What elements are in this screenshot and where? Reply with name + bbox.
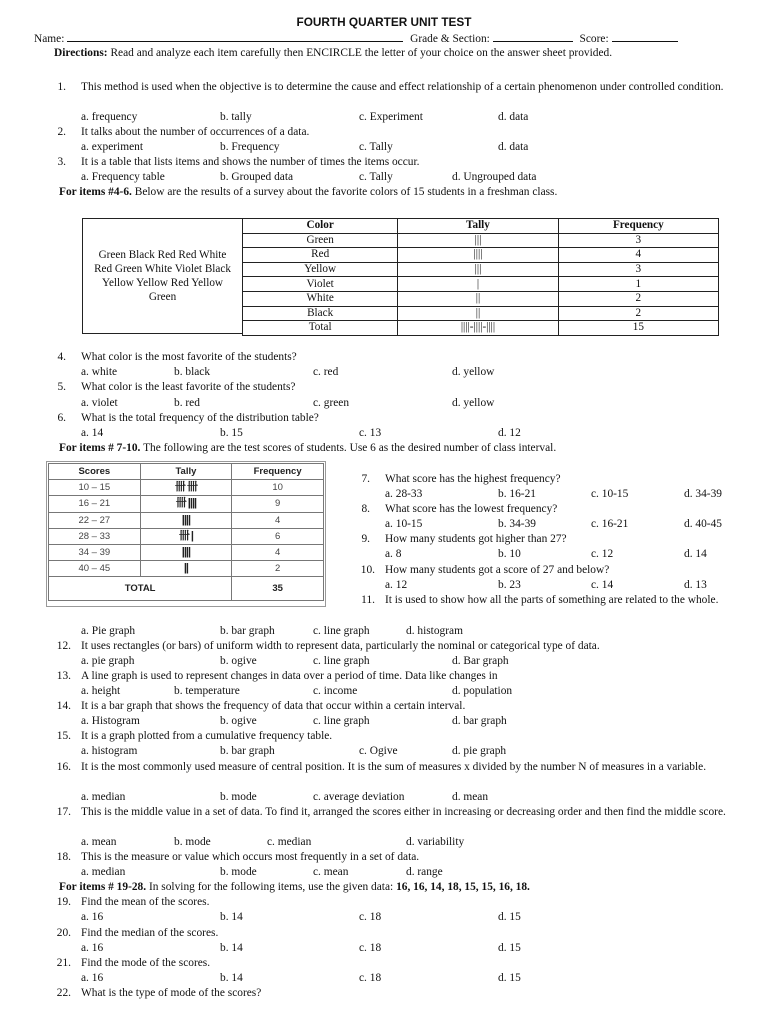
q13-option-d[interactable]: d. population (452, 685, 513, 697)
q15-option-d[interactable]: d. pie graph (452, 745, 507, 757)
table-row (49, 544, 324, 560)
q6-option-a[interactable]: a. 14 (81, 427, 104, 439)
table-row (49, 496, 324, 512)
cell-frequency: 2 (558, 291, 718, 306)
cell-color: White (243, 291, 398, 306)
q21-text: Find the mode of the scores. (81, 957, 211, 969)
q13-option-a[interactable]: a. height (81, 685, 121, 697)
q3-option-d[interactable]: d. Ungrouped data (452, 171, 537, 183)
section-text: The following are the test scores of students. Use 6 as the desired number of class interval. (143, 442, 557, 454)
table-row (243, 291, 719, 306)
q13-option-c[interactable]: c. income (313, 685, 358, 697)
q3-option-b[interactable]: b. Grouped data (220, 171, 294, 183)
cell-frequency: 10 (232, 480, 324, 496)
section-label: For items # 7-10. (59, 442, 141, 454)
section-text: Below are the results of a survey about the favorite colors of 15 students in a freshman class. (134, 186, 558, 198)
q14-option-a[interactable]: a. Histogram (81, 715, 140, 727)
cell-score: 16 – 21 (49, 496, 141, 512)
q9-number: 9. (361, 533, 370, 545)
section-items-4-6 (59, 185, 557, 200)
q12-option-a[interactable]: a. pie graph (81, 655, 135, 667)
q20-option-a[interactable]: a. 16 (81, 942, 104, 954)
q15-option-c[interactable]: c. Ogive (359, 745, 398, 757)
section-label: For items #4-6. (59, 186, 132, 198)
directions-label: Directions: (54, 47, 108, 59)
table-row-total (49, 577, 324, 601)
q9-option-a[interactable]: a. 8 (385, 548, 402, 560)
cell-score: 22 – 27 (49, 512, 141, 528)
score-label: Score: (579, 33, 609, 45)
q11-option-c[interactable]: c. line graph (313, 625, 370, 637)
q4-option-c[interactable]: c. red (313, 366, 339, 378)
header-tally: Tally (140, 464, 232, 480)
q12-option-b[interactable]: b. ogive (220, 655, 257, 667)
q17-option-a[interactable]: a. mean (81, 836, 117, 848)
cell-tally: || (140, 561, 232, 577)
q13-text: A line graph is used to represent changes in data over a period of time. Data like changes in (81, 670, 498, 682)
color-frequency-table (242, 218, 719, 336)
q19-option-b[interactable]: b. 14 (220, 911, 243, 923)
cell-frequency: 9 (232, 496, 324, 512)
q4-option-b[interactable]: b. black (174, 366, 211, 378)
q2-option-b[interactable]: b. Frequency (220, 141, 280, 153)
q8-option-b[interactable]: b. 34-39 (498, 518, 536, 530)
q14-option-c[interactable]: c. line graph (313, 715, 370, 727)
q6-option-b[interactable]: b. 15 (220, 427, 243, 439)
cell-tally: 卌 卌 (140, 480, 232, 496)
q16-text: It is the most commonly used measure of central position. It is the sum of measures x divided by the number N of measures in a variable. (81, 761, 707, 773)
q2-number: 2. (57, 126, 66, 138)
q10-option-c[interactable]: c. 14 (591, 579, 614, 591)
name-line (34, 31, 678, 47)
q22-number: 22. (56, 987, 71, 999)
q17-number: 17. (56, 806, 71, 818)
grade-label: Grade & Section: (410, 33, 490, 45)
q2-option-a[interactable]: a. experiment (81, 141, 143, 153)
cell-tally: ||| (398, 262, 558, 277)
cell-tally: |||| (140, 512, 232, 528)
q15-number: 15. (56, 730, 71, 742)
q2-text: It talks about the number of occurrences of a data. (81, 126, 310, 138)
header-color: Color (243, 219, 398, 234)
cell-frequency: 6 (232, 528, 324, 544)
q5-text: What color is the least favorite of the students? (81, 381, 296, 393)
q4-option-a[interactable]: a. white (81, 366, 118, 378)
q21-option-d[interactable]: d. 15 (498, 972, 521, 984)
q9-text: How many students got higher than 27? (385, 533, 567, 545)
cell-tally: |||| (140, 544, 232, 560)
q18-number: 18. (56, 851, 71, 863)
table-row (243, 262, 719, 277)
test-scores-table (48, 463, 324, 601)
q1-option-c[interactable]: c. Experiment (359, 111, 423, 123)
q18-option-a[interactable]: a. median (81, 866, 126, 878)
table-row (49, 561, 324, 577)
q5-option-d[interactable]: d. yellow (452, 397, 495, 409)
q19-text: Find the mean of the scores. (81, 896, 210, 908)
q1-option-b[interactable]: b. tally (220, 111, 252, 123)
q19-option-a[interactable]: a. 16 (81, 911, 104, 923)
q10-option-b[interactable]: b. 23 (498, 579, 521, 591)
cell-tally: ||||-||||-|||| (398, 321, 558, 336)
cell-total-label: TOTAL (49, 577, 232, 601)
q11-option-d[interactable]: d. histogram (406, 625, 463, 637)
cell-frequency: 15 (558, 321, 718, 336)
header-frequency: Frequency (558, 219, 718, 234)
q7-text: What score has the highest frequency? (385, 473, 561, 485)
cell-color: Total (243, 321, 398, 336)
q10-text: How many students got a score of 27 and below? (385, 564, 610, 576)
score-field[interactable] (612, 31, 678, 42)
q10-number: 10. (360, 564, 375, 576)
q4-text: What color is the most favorite of the students? (81, 351, 297, 363)
q21-option-a[interactable]: a. 16 (81, 972, 104, 984)
cell-frequency: 3 (558, 262, 718, 277)
cell-tally: || (398, 291, 558, 306)
cell-frequency: 4 (232, 512, 324, 528)
q20-text: Find the median of the scores. (81, 927, 219, 939)
cell-tally: | (398, 277, 558, 292)
section-label: For items # 19-28. (59, 881, 147, 893)
q20-option-b[interactable]: b. 14 (220, 942, 243, 954)
q3-option-c[interactable]: c. Tally (359, 171, 393, 183)
q3-text: It is a table that lists items and shows the number of times the items occur. (81, 156, 420, 168)
q18-text: This is the measure or value which occurs most frequently in a set of data. (81, 851, 420, 863)
q5-number: 5. (57, 381, 66, 393)
q14-text: It is a bar graph that shows the frequency of data that occur within a certain interval. (81, 700, 466, 712)
q7-number: 7. (361, 473, 370, 485)
table-row (49, 528, 324, 544)
table-row (243, 277, 719, 292)
q17-text: This is the middle value in a set of data. To find it, arranged the scores either in increasing or decreasing order and then find the middle score. (81, 806, 726, 818)
q6-option-d[interactable]: d. 12 (498, 427, 521, 439)
q18-option-c[interactable]: c. mean (313, 866, 349, 878)
table-row (49, 480, 324, 496)
header-frequency: Frequency (232, 464, 324, 480)
q8-option-d[interactable]: d. 40-45 (684, 518, 722, 530)
q6-text: What is the total frequency of the distribution table? (81, 412, 319, 424)
table-row (243, 306, 719, 321)
q21-option-b[interactable]: b. 14 (220, 972, 243, 984)
header-scores: Scores (49, 464, 141, 480)
q20-option-c[interactable]: c. 18 (359, 942, 382, 954)
q3-option-a[interactable]: a. Frequency table (81, 171, 165, 183)
q5-option-c[interactable]: c. green (313, 397, 350, 409)
q8-text: What score has the lowest frequency? (385, 503, 558, 515)
q16-option-d[interactable]: d. mean (452, 791, 489, 803)
q21-number: 21. (56, 957, 71, 969)
cell-total-value: 35 (232, 577, 324, 601)
table-row (243, 248, 719, 263)
q17-option-d[interactable]: d. variability (406, 836, 465, 848)
q21-option-c[interactable]: c. 18 (359, 972, 382, 984)
q7-option-d[interactable]: d. 34-39 (684, 488, 722, 500)
q3-number: 3. (57, 156, 66, 168)
q2-option-c[interactable]: c. Tally (359, 141, 393, 153)
cell-tally: |||| (398, 248, 558, 263)
q17-option-c[interactable]: c. median (267, 836, 312, 848)
q20-number: 20. (56, 927, 71, 939)
cell-score: 10 – 15 (49, 480, 141, 496)
table-row (49, 512, 324, 528)
survey-results-box (82, 218, 243, 334)
q16-option-a[interactable]: a. median (81, 791, 126, 803)
cell-frequency: 2 (558, 306, 718, 321)
table-row (243, 233, 719, 248)
q19-option-d[interactable]: d. 15 (498, 911, 521, 923)
q16-option-b[interactable]: b. mode (220, 791, 257, 803)
q1-option-a[interactable]: a. frequency (81, 111, 138, 123)
q1-number: 1. (57, 81, 66, 93)
q18-option-d[interactable]: d. range (406, 866, 443, 878)
cell-color: Black (243, 306, 398, 321)
q5-option-a[interactable]: a. violet (81, 397, 118, 409)
q10-option-d[interactable]: d. 13 (684, 579, 707, 591)
q12-option-d[interactable]: d. Bar graph (452, 655, 509, 667)
q9-option-c[interactable]: c. 12 (591, 548, 614, 560)
q12-option-c[interactable]: c. line graph (313, 655, 370, 667)
q15-option-b[interactable]: b. bar graph (220, 745, 275, 757)
cell-tally: || (398, 306, 558, 321)
directions-text: Read and analyze each item carefully then ENCIRCLE the letter of your choice on the answer sheet provided. (110, 47, 613, 59)
cell-score: 40 – 45 (49, 561, 141, 577)
page-title: FOURTH QUARTER UNIT TEST (296, 15, 472, 29)
q17-option-b[interactable]: b. mode (174, 836, 211, 848)
q6-number: 6. (57, 412, 66, 424)
q16-option-c[interactable]: c. average deviation (313, 791, 405, 803)
q12-number: 12. (56, 640, 71, 652)
q20-option-d[interactable]: d. 15 (498, 942, 521, 954)
q11-text: It is used to show how all the parts of something are related to the whole. (385, 594, 719, 606)
cell-color: Red (243, 248, 398, 263)
q15-option-a[interactable]: a. histogram (81, 745, 138, 757)
q11-option-b[interactable]: b. bar graph (220, 625, 275, 637)
cell-tally: 卌 | (140, 528, 232, 544)
cell-frequency: 2 (232, 561, 324, 577)
q14-option-b[interactable]: b. ogive (220, 715, 257, 727)
cell-tally: 卌 |||| (140, 496, 232, 512)
q8-number: 8. (361, 503, 370, 515)
q9-option-d[interactable]: d. 14 (684, 548, 707, 560)
q2-option-d[interactable]: d. data (498, 141, 529, 153)
q7-option-a[interactable]: a. 28-33 (385, 488, 423, 500)
q15-text: It is a graph plotted from a cumulative frequency table. (81, 730, 333, 742)
section-items-7-10 (59, 441, 556, 456)
section-text: In solving for the following items, use the given data: (148, 881, 394, 893)
q8-option-c[interactable]: c. 16-21 (591, 518, 629, 530)
q9-option-b[interactable]: b. 10 (498, 548, 521, 560)
q14-number: 14. (56, 700, 71, 712)
q11-number: 11. (361, 594, 375, 606)
q4-number: 4. (57, 351, 66, 363)
table-row (243, 321, 719, 336)
directions (54, 46, 612, 61)
name-label: Name: (34, 33, 65, 45)
survey-results-text: Green Black Red Red White Red Green White Violet Black Yellow Yellow Red Yellow Green (94, 249, 231, 303)
cell-color: Green (243, 233, 398, 248)
cell-tally: ||| (398, 233, 558, 248)
q19-number: 19. (56, 896, 71, 908)
section-data: 16, 16, 14, 18, 15, 15, 16, 18. (396, 881, 530, 893)
q7-option-b[interactable]: b. 16-21 (498, 488, 536, 500)
cell-frequency: 4 (232, 544, 324, 560)
q13-number: 13. (56, 670, 71, 682)
q4-option-d[interactable]: d. yellow (452, 366, 495, 378)
name-field[interactable] (67, 31, 403, 42)
cell-frequency: 3 (558, 233, 718, 248)
cell-color: Violet (243, 277, 398, 292)
q7-option-c[interactable]: c. 10-15 (591, 488, 629, 500)
grade-field[interactable] (493, 31, 573, 42)
q5-option-b[interactable]: b. red (174, 397, 200, 409)
q1-text: This method is used when the objective is to determine the cause and effect relationship of a certain phenomenon under controlled condition. (81, 81, 724, 93)
cell-color: Yellow (243, 262, 398, 277)
cell-frequency: 4 (558, 248, 718, 263)
q10-option-a[interactable]: a. 12 (385, 579, 408, 591)
cell-frequency: 1 (558, 277, 718, 292)
q11-option-a[interactable]: a. Pie graph (81, 625, 136, 637)
q6-option-c[interactable]: c. 13 (359, 427, 382, 439)
header-tally: Tally (398, 219, 558, 234)
q14-option-d[interactable]: d. bar graph (452, 715, 507, 727)
section-items-19-28 (59, 880, 530, 895)
q12-text: It uses rectangles (or bars) of uniform width to represent data, particularly the nominal or categorical type of data. (81, 640, 600, 652)
q1-option-d[interactable]: d. data (498, 111, 529, 123)
q16-number: 16. (56, 761, 71, 773)
cell-score: 34 – 39 (49, 544, 141, 560)
q8-option-a[interactable]: a. 10-15 (385, 518, 423, 530)
q18-option-b[interactable]: b. mode (220, 866, 257, 878)
q22-text: What is the type of mode of the scores? (81, 987, 262, 999)
q13-option-b[interactable]: b. temperature (174, 685, 240, 697)
q19-option-c[interactable]: c. 18 (359, 911, 382, 923)
cell-score: 28 – 33 (49, 528, 141, 544)
